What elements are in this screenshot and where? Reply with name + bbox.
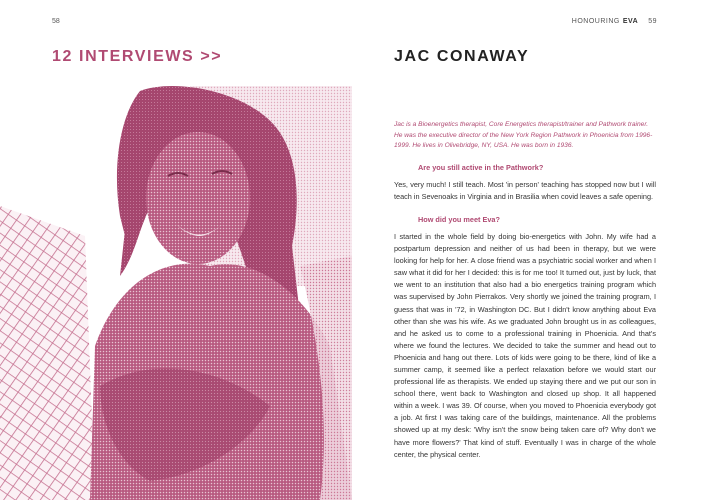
question-2: How did you meet Eva? [418, 214, 500, 224]
left-page [0, 0, 352, 500]
running-head-eva: EVA [622, 18, 639, 25]
question-1: Are you still active in the Pathwork? [418, 162, 544, 172]
left-page-number: 58 [52, 18, 60, 25]
running-head [572, 18, 657, 25]
section-heading: 12 INTERVIEWS >> [52, 48, 223, 65]
answer-2: I started in the whole field by doing bio-energetics with John. My wife had a postpartum depression and neither of us had been in therapy, but we were looking for help for her. A close friend was a psychiatric social worker and when I saw what it did for her I decided: this is for me too! It turned out, just by luck, that we went to an institution that also had a bio energetics training program which was supervised by John Pierrakos. Very shortly we joined the training program, I guess that was in '72, in Washington DC. But I didn't know anything about Eva other than she was his wife. As we graduated John brought us in as colleagues, and he asked us to come to a professional training in Phoenicia. And that's where we found the lectures. We decided to take the summer and head out to Phoenicia and hang out there. Lots of kids were going to be there, kind of like a summer camp, it seemed like a perfect relaxation before we would start our professional life as therapists. We ended up staying there and we put our son in school there, went back to Washington and closed up shop. It all happened within a week. I was 39. Of course, when you moved to Phoenicia everybody got a job. At first I was taking care of the buildings, maintenance. All the problems showed up at my desk: 'Why isn't the snow being taken care of? Why don't we have more flowers?' That kind of stuff. Eventually I was in charge of the whole center, the physical center. [394, 231, 656, 459]
interview-title: JAC CONAWAY [394, 48, 530, 65]
right-page [352, 0, 705, 500]
running-head-title: HONOURING [571, 18, 620, 25]
right-page-number: 59 [648, 18, 657, 25]
interview-text [394, 120, 656, 472]
intro-paragraph: Jac is a Bioenergetics therapist, Core Energetics therapist/trainer and Pathwork trainer. He was the executive director of the New York Region Pathwork in Phoenicia from 1996-1999. He lives in Olivebridge, NY, USA. He was born in 1936. [394, 121, 653, 150]
portrait-photo [0, 86, 352, 500]
answer-1: Yes, very much! I still teach. Most 'in person' teaching has stopped now but I will teach in Sevenoaks in Virginia and in Brasilia when covid leaves a safe opening. [394, 179, 656, 201]
